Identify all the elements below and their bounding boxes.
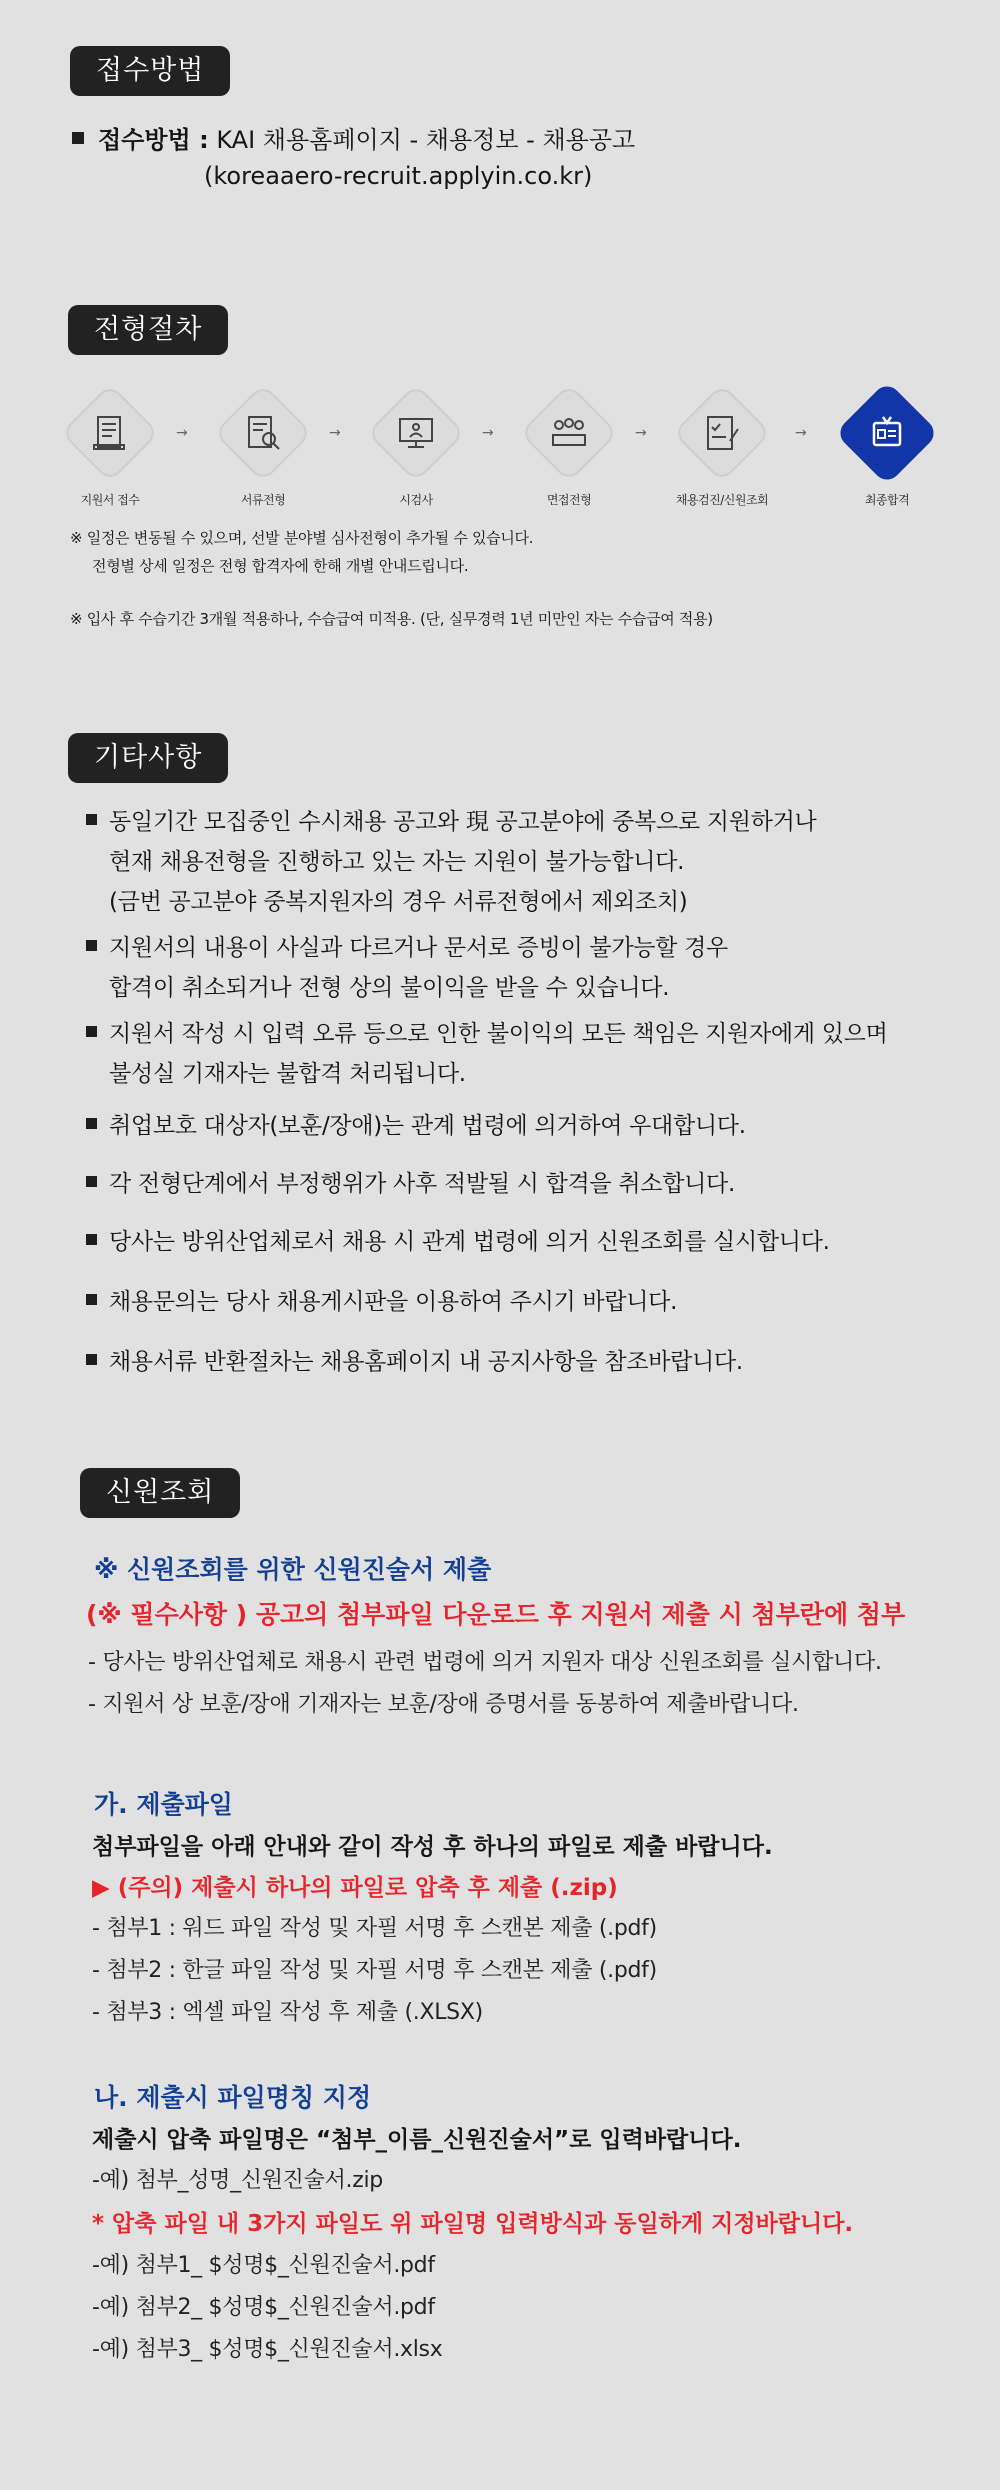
square-bullet-icon — [86, 1118, 97, 1129]
square-bullet-icon — [86, 1234, 97, 1245]
step-label: 채용검진/신원조회 — [675, 493, 769, 507]
step-label: 최종합격 — [864, 493, 910, 507]
list-item: 취업보호 대상자(보훈/장애)는 관계 법령에 의거하여 우대합니다. — [86, 1106, 888, 1146]
square-bullet-icon — [86, 1026, 97, 1037]
method-line — [72, 120, 635, 155]
square-bullet-icon — [86, 1354, 97, 1365]
method-value: KAI 채용홈페이지 - 채용정보 - 채용공고 — [216, 126, 636, 154]
process-step — [50, 383, 170, 508]
monitor-person-icon — [394, 411, 438, 455]
square-bullet-icon — [72, 132, 84, 144]
step-label: 서류전형 — [240, 493, 286, 507]
naming-example-item: -예) 첨부2_ $성명$_신원진술서.pdf — [92, 2295, 435, 2320]
process-step — [509, 383, 629, 508]
files-intro: 첨부파일을 아래 안내와 같이 작성 후 하나의 파일로 제출 바랍니다. — [92, 1834, 773, 1860]
naming-example: -예) 첨부_성명_신원진술서.zip — [92, 2168, 383, 2193]
list-item: 채용서류 반환절차는 채용홈페이지 내 공지사항을 참조바랍니다. — [86, 1342, 888, 1382]
step-label: 지원서 접수 — [80, 493, 140, 507]
list-item: 지원서 작성 시 입력 오류 등으로 인한 불이익의 모든 책임은 지원자에게 있으며 — [86, 1014, 888, 1054]
process-step — [356, 383, 476, 508]
arrow-right-icon: → — [635, 425, 647, 441]
step-label: 시검사 — [399, 493, 433, 507]
list-item: 각 전형단계에서 부정행위가 사후 적발될 시 합격을 취소합니다. — [86, 1164, 888, 1204]
process-step — [827, 383, 947, 508]
arrow-right-icon: → — [482, 425, 494, 441]
process-note-2: 전형별 상세 일정은 전형 합격자에 한해 개별 안내드립니다. — [92, 557, 469, 575]
bg-line-1: - 당사는 방위산업체로 채용시 관련 법령에 의거 지원자 대상 신원조회를 실시합니다. — [88, 1650, 882, 1675]
files-warning: ▶ (주의) 제출시 하나의 파일로 압축 후 제출 (.zip) — [92, 1875, 618, 1901]
square-bullet-icon — [86, 814, 97, 825]
list-item: 지원서의 내용이 사실과 다르거나 문서로 증빙이 불가능할 경우 — [86, 928, 888, 968]
naming-heading: 나. 제출시 파일명칭 지정 — [94, 2083, 372, 2112]
square-bullet-icon — [86, 1294, 97, 1305]
section-title-method: 접수방법 — [70, 46, 230, 96]
square-bullet-icon — [86, 1176, 97, 1187]
naming-intro: 제출시 압축 파일명은 “첨부_이름_신원진술서”로 입력바랍니다. — [92, 2127, 742, 2153]
list-item: 동일기간 모집중인 수시채용 공고와 現 공고분야에 중복으로 지원하거나 — [86, 802, 888, 842]
method-url: (koreaaero-recruit.applyin.co.kr) — [204, 162, 593, 190]
method-label: 접수방법 : — [98, 126, 209, 154]
etc-list — [86, 802, 888, 1382]
step-label: 면접전형 — [546, 493, 592, 507]
file-item: - 첨부1 : 워드 파일 작성 및 자필 서명 후 스캔본 제출 (.pdf) — [92, 1916, 657, 1941]
process-step — [662, 383, 782, 508]
files-heading: 가. 제출파일 — [94, 1790, 233, 1819]
bg-heading: ※ 신원조회를 위한 신원진술서 제출 — [94, 1555, 492, 1584]
naming-warning: * 압축 파일 내 3가지 파일도 위 파일명 입력방식과 동일하게 지정바랍니다. — [92, 2211, 854, 2237]
section-title-process: 전형절차 — [68, 305, 228, 355]
section-title-etc: 기타사항 — [68, 733, 228, 783]
process-step — [203, 383, 323, 508]
section-title-background-check: 신원조회 — [80, 1468, 240, 1518]
list-item: 당사는 방위산업체로서 채용 시 관계 법령에 의거 신원조회를 실시합니다. — [86, 1222, 888, 1262]
bg-line-2: - 지원서 상 보훈/장애 기재자는 보훈/장애 증명서를 동봉하여 제출바랍니다. — [88, 1692, 799, 1717]
list-item-continuation: 불성실 기재자는 불합격 처리됩니다. — [109, 1061, 466, 1087]
arrow-right-icon: → — [795, 425, 807, 441]
list-item-continuation: (금번 공고분야 중복지원자의 경우 서류전형에서 제외조치) — [109, 889, 688, 915]
file-item: - 첨부2 : 한글 파일 작성 및 자필 서명 후 스캔본 제출 (.pdf) — [92, 1958, 657, 1983]
naming-example-item: -예) 첨부1_ $성명$_신원진술서.pdf — [92, 2253, 435, 2278]
bg-required: (※ 필수사항 ) 공고의 첨부파일 다운로드 후 지원서 제출 시 첨부란에 첨부 — [86, 1600, 906, 1629]
document-icon — [88, 411, 132, 455]
arrow-right-icon: → — [176, 425, 188, 441]
list-item-continuation: 합격이 취소되거나 전형 상의 불이익을 받을 수 있습니다. — [109, 975, 670, 1001]
process-note-3: ※ 입사 후 수습기간 3개월 적용하나, 수습급여 미적용. (단, 실무경력 1년 미만인 자는 수습급여 적용) — [70, 610, 713, 628]
naming-example-item: -예) 첨부3_ $성명$_신원진술서.xlsx — [92, 2337, 443, 2362]
file-item: - 첨부3 : 엑셀 파일 작성 후 제출 (.XLSX) — [92, 2000, 483, 2025]
arrow-right-icon: → — [329, 425, 341, 441]
checklist-pen-icon — [700, 411, 744, 455]
document-search-icon — [241, 411, 285, 455]
list-item: 채용문의는 당사 채용게시판을 이용하여 주시기 바랍니다. — [86, 1282, 888, 1322]
process-note-1: ※ 일정은 변동될 수 있으며, 선발 분야별 심사전형이 추가될 수 있습니다. — [70, 529, 534, 547]
square-bullet-icon — [86, 940, 97, 951]
group-interview-icon — [547, 411, 591, 455]
list-item-continuation: 현재 채용전형을 진행하고 있는 자는 지원이 불가능합니다. — [109, 849, 685, 875]
id-badge-icon — [865, 411, 909, 455]
